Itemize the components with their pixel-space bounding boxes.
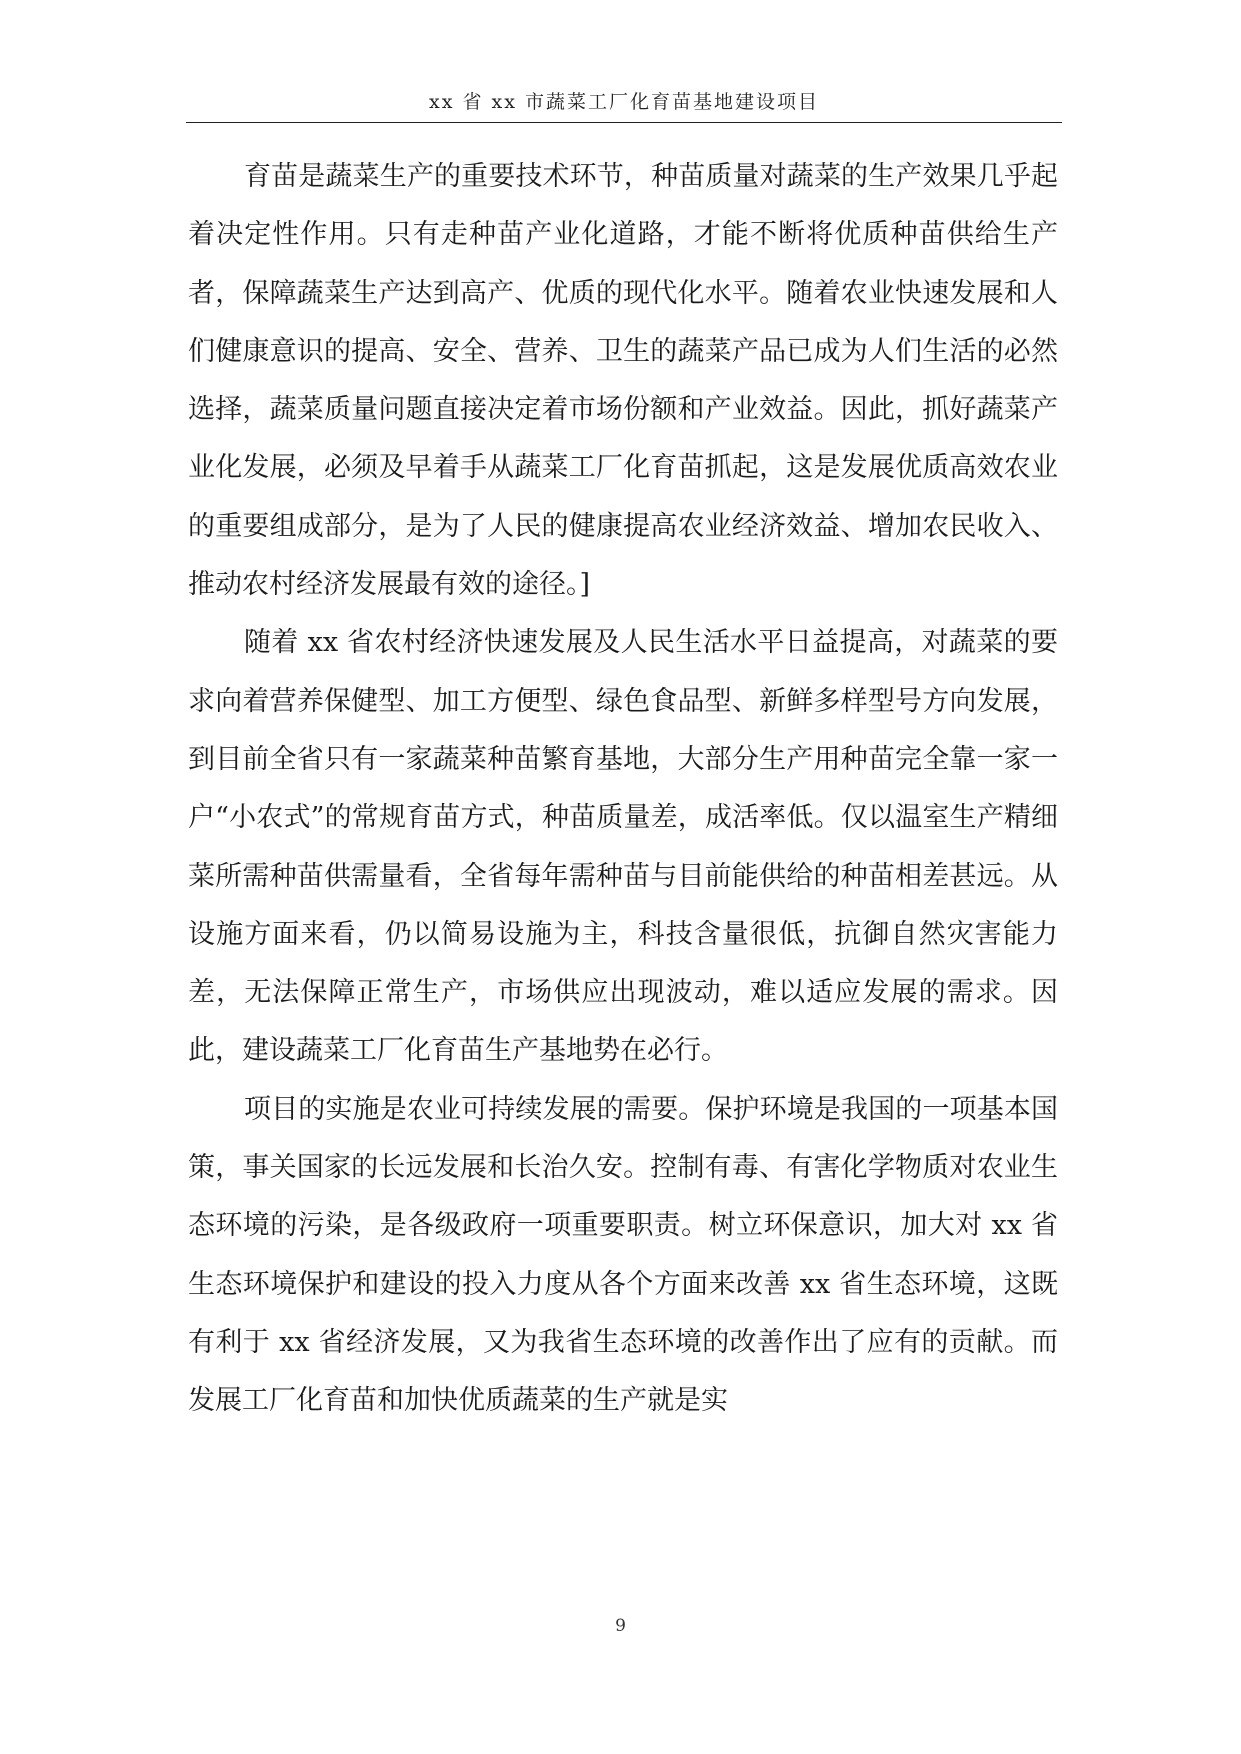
body-text — [188, 148, 1058, 1431]
page-number: 9 — [615, 1616, 626, 1636]
page-header: xx 省 xx 市蔬菜工厂化育苗基地建设项目 — [429, 91, 819, 113]
paragraph-seedling-importance: 育苗是蔬菜生产的重要技术环节，种苗质量对蔬菜的生产效果几乎起着决定性作用。只有走种苗产业化道路，才能不断将优质种苗供给生产者，保障蔬菜生产达到高产、优质的现代化水平。随着农业快速发展和人们健康意识的提高、安全、营养、卫生的蔬菜产品已成为人们生活的必然选择，蔬菜质量问题直接决定着市场份额和产业效益。因此，抓好蔬菜产业化发展，必须及早着手从蔬菜工厂化育苗抓起，这是发展优质高效农业的重要组成部分，是为了人民的健康提高农业经济效益、增加农民收入、推动农村经济发展最有效的途径。] — [188, 161, 1058, 601]
paragraph-province-demand: 随着 xx 省农村经济快速发展及人民生活水平日益提高，对蔬菜的要求向着营养保健型、加工方便型、绿色食品型、新鲜多样型号方向发展，到目前全省只有一家蔬菜种苗繁育基地，大部分生产用种苗完全靠一家一户“小农式”的常规育苗方式，种苗质量差，成活率低。仅以温室生产精细菜所需种苗供需量看，全省每年需种苗与目前能供给的种苗相差甚远。从设施方面来看，仍以简易设施为主，科技含量很低，抗御自然灾害能力差，无法保障正常生产，市场供应出现波动，难以适应发展的需求。因此，建设蔬菜工厂化育苗生产基地势在必行。 — [188, 627, 1058, 1067]
header-divider — [186, 122, 1062, 123]
paragraph-sustainable-development: 项目的实施是农业可持续发展的需要。保护环境是我国的一项基本国策，事关国家的长远发展和长治久安。控制有毒、有害化学物质对农业生态环境的污染，是各级政府一项重要职责。树立环保意识，加大对 xx 省生态环境保护和建设的投入力度从各个方面来改善 xx 省生态环境，这既有利于 xx 省经济发展，又为我省生态环境的改善作出了应有的贡献。而发展工厂化育苗和加快优质蔬菜的生产就是实 — [188, 1093, 1058, 1417]
